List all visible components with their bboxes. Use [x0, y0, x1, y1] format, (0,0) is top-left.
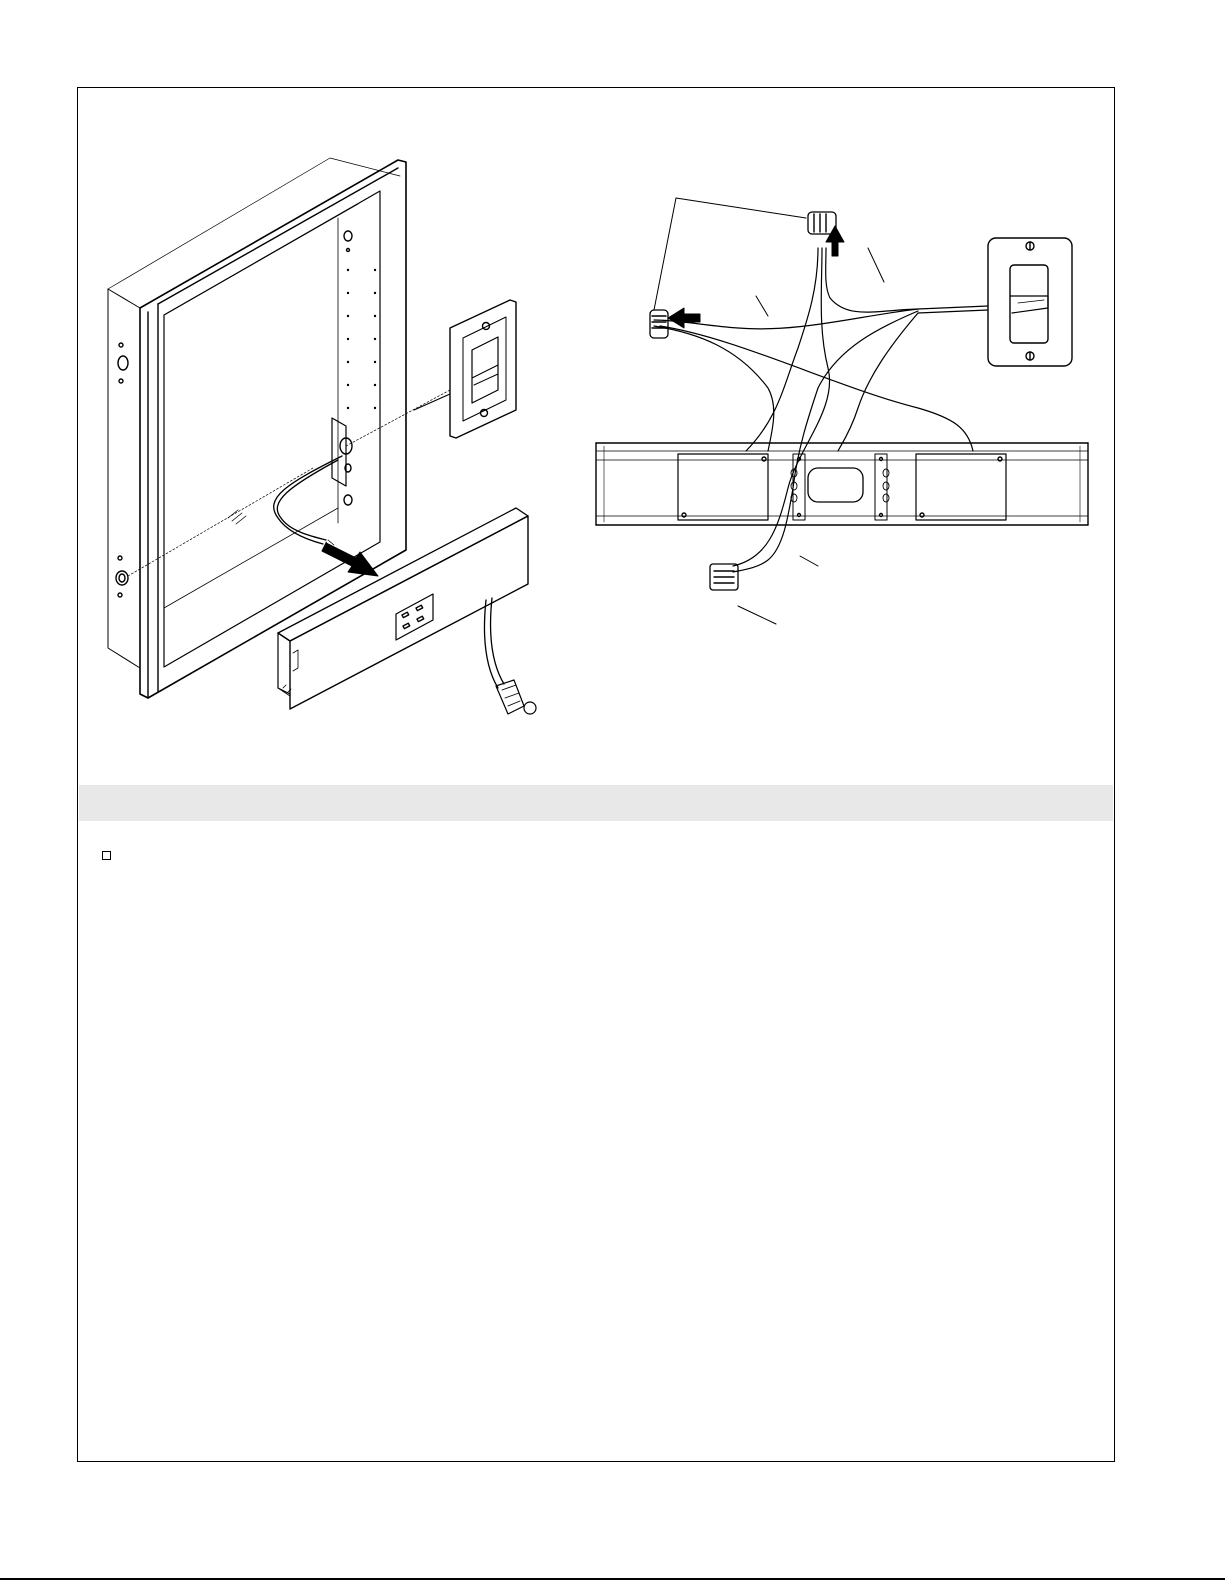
wall-switch-icon [988, 238, 1072, 366]
section-band [79, 785, 1113, 821]
step-checkbox[interactable] [102, 851, 111, 860]
footer-rule [0, 1578, 1225, 1580]
step-item [102, 849, 119, 860]
outlet-icon [396, 594, 433, 640]
wire-connector-icon [650, 310, 668, 338]
power-plug-icon [496, 680, 536, 714]
page-frame [77, 87, 1115, 1462]
arrow-icon [826, 226, 844, 256]
installation-illustration [78, 88, 1116, 785]
medicine-cabinet-icon [108, 158, 450, 698]
light-fixture-icon [596, 443, 1088, 525]
wiring-icon [654, 248, 988, 572]
wire-connector-icon [710, 564, 738, 590]
power-cord-icon [485, 598, 537, 714]
arrow-icon [668, 308, 700, 328]
leader-lines [654, 198, 884, 624]
wall-switch-icon [414, 300, 516, 438]
